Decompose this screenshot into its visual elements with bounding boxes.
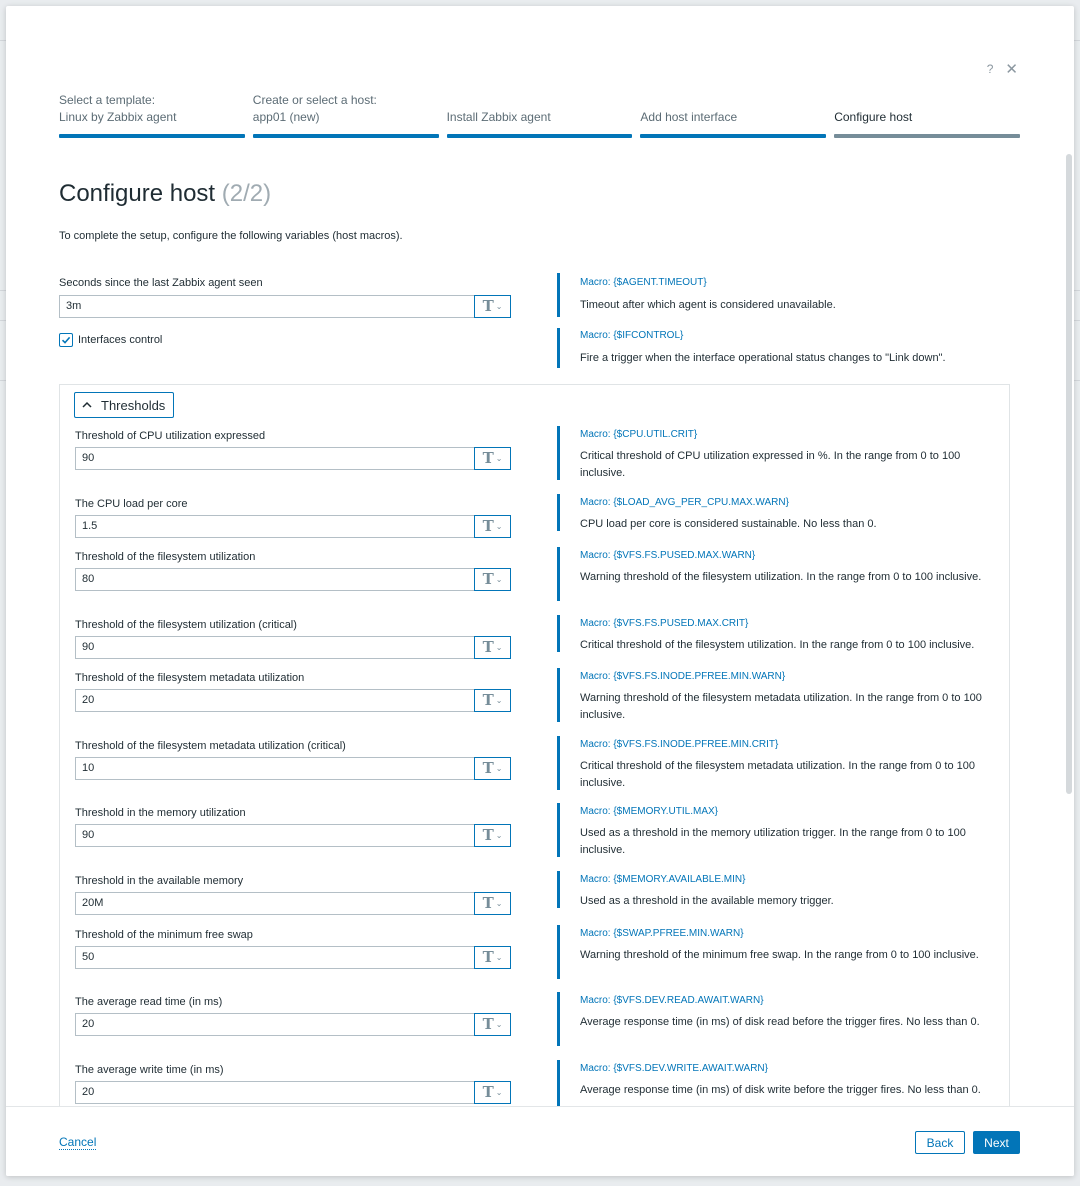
chevron-down-icon: ⌄: [495, 1087, 503, 1097]
thresholds-toggle-button[interactable]: [74, 392, 174, 418]
page-intro: To complete the setup, configure the following variables (host macros).: [59, 230, 403, 242]
threshold-input[interactable]: [75, 1081, 475, 1104]
threshold-label: Threshold in the available memory: [75, 875, 244, 887]
macro-name: Macro: {$VFS.FS.INODE.PFREE.MIN.WARN}: [580, 671, 786, 682]
chevron-down-icon: ⌄: [495, 642, 503, 652]
step-progress-bar: [447, 134, 633, 138]
step-install-agent[interactable]: [447, 92, 633, 134]
interfaces-control-checkbox[interactable]: [59, 333, 73, 347]
macro-type-button[interactable]: [474, 892, 511, 915]
threshold-value: 20: [82, 694, 95, 706]
agent-timeout-value: 3m: [66, 300, 82, 312]
macro-description: Fire a trigger when the interface operational status changes to "Link down".: [580, 352, 946, 364]
threshold-input[interactable]: [75, 824, 475, 847]
text-type-icon: T: [482, 894, 494, 912]
text-type-icon: T: [482, 826, 494, 844]
chevron-down-icon: ⌄: [495, 898, 503, 908]
macro-name: Macro: {$IFCONTROL}: [580, 330, 684, 341]
macro-divider: [557, 615, 560, 652]
cancel-link[interactable]: Cancel: [59, 1135, 97, 1149]
text-type-icon: T: [482, 638, 494, 656]
macro-description: Critical threshold of the filesystem metadata utilization. In the range from 0 to 100 inclusive.: [580, 760, 975, 789]
step-value: Add host interface: [640, 110, 738, 124]
step-progress-bar: [640, 134, 826, 138]
threshold-input[interactable]: [75, 689, 475, 712]
text-type-icon: T: [482, 297, 494, 315]
dialog-header-actions: [987, 60, 1018, 78]
agent-timeout-input[interactable]: [59, 295, 475, 318]
step-select-template[interactable]: [59, 92, 245, 134]
chevron-down-icon: ⌄: [495, 830, 503, 840]
step-add-interface[interactable]: [640, 92, 826, 134]
macro-divider: [557, 803, 560, 857]
text-type-icon: T: [482, 1083, 494, 1101]
text-type-icon: T: [482, 759, 494, 777]
threshold-input[interactable]: [75, 568, 475, 591]
text-type-icon: T: [482, 517, 494, 535]
macro-description: Average response time (in ms) of disk write before the trigger fires. No less than 0.: [580, 1084, 981, 1096]
step-label: Select a template:: [59, 93, 156, 107]
back-button[interactable]: Back: [915, 1131, 965, 1154]
threshold-label: Threshold of CPU utilization expressed: [75, 430, 266, 442]
threshold-input[interactable]: [75, 946, 475, 969]
step-progress-bar: [59, 134, 245, 138]
thresholds-toggle-label: Thresholds: [101, 397, 166, 413]
macro-type-button[interactable]: [474, 515, 511, 538]
host-wizard-dialog: [6, 6, 1074, 1176]
macro-description: CPU load per core is considered sustainable. No less than 0.: [580, 518, 877, 530]
macro-type-button[interactable]: [474, 568, 511, 591]
step-select-host[interactable]: [253, 92, 439, 134]
threshold-value: 1.5: [82, 520, 98, 532]
macro-divider: [557, 328, 560, 368]
threshold-label: The average write time (in ms): [75, 1064, 224, 1076]
macro-description: Critical threshold of CPU utilization expressed in %. In the range from 0 to 100 inclusive.: [580, 450, 961, 479]
checkmark-icon: [61, 335, 71, 345]
macro-description: Used as a threshold in the available memory trigger.: [580, 895, 834, 907]
step-label: Create or select a host:: [252, 93, 377, 107]
dialog-footer: [6, 1106, 1074, 1176]
threshold-label: Threshold of the filesystem utilization: [75, 551, 256, 563]
threshold-value: 80: [82, 573, 95, 585]
macro-name: Macro: {$MEMORY.UTIL.MAX}: [580, 806, 719, 817]
macro-type-button[interactable]: [474, 757, 511, 780]
page-title-step-count: (2/2): [221, 180, 272, 207]
chevron-down-icon: ⌄: [495, 301, 503, 311]
macro-description: Used as a threshold in the memory utilization trigger. In the range from 0 to 100 inclusive.: [580, 827, 966, 856]
text-type-icon: T: [482, 691, 494, 709]
help-icon[interactable]: ?: [986, 62, 994, 76]
step-configure-host[interactable]: [834, 92, 1020, 134]
step-value: Linux by Zabbix agent: [59, 110, 177, 124]
close-icon[interactable]: ✕: [1005, 61, 1018, 78]
macro-name: Macro: {$CPU.UTIL.CRIT}: [580, 429, 698, 440]
macro-type-button[interactable]: [474, 447, 511, 470]
macro-divider: [557, 925, 560, 979]
chevron-down-icon: ⌄: [495, 695, 503, 705]
macro-type-button[interactable]: [474, 824, 511, 847]
text-type-icon: T: [482, 570, 494, 588]
step-value: app01 (new): [252, 110, 320, 124]
next-button[interactable]: Next: [973, 1131, 1020, 1154]
wizard-steps: [59, 92, 1020, 134]
threshold-value: 20: [82, 1086, 95, 1098]
threshold-value: 90: [82, 641, 95, 653]
threshold-input[interactable]: [75, 892, 475, 915]
threshold-value: 90: [82, 452, 95, 464]
threshold-label: The average read time (in ms): [75, 996, 223, 1008]
threshold-value: 50: [82, 951, 95, 963]
macro-name: Macro: {$VFS.DEV.WRITE.AWAIT.WARN}: [580, 1063, 768, 1074]
macro-type-button[interactable]: [474, 946, 511, 969]
macro-description: Warning threshold of the filesystem metadata utilization. In the range from 0 to 100 inclusive.: [580, 692, 982, 721]
macro-divider: [557, 736, 560, 790]
macro-name: Macro: {$VFS.FS.PUSED.MAX.WARN}: [580, 550, 756, 561]
macro-name: Macro: {$VFS.DEV.READ.AWAIT.WARN}: [580, 995, 764, 1006]
agent-timeout-label: Seconds since the last Zabbix agent seen: [59, 277, 263, 289]
threshold-label: Threshold of the filesystem metadata utilization: [75, 672, 305, 684]
page-title-text: Configure host: [59, 180, 216, 207]
macro-type-button[interactable]: [474, 1081, 511, 1104]
macro-type-button[interactable]: [474, 636, 511, 659]
macro-divider: [557, 992, 560, 1046]
macro-type-button[interactable]: [474, 295, 511, 318]
threshold-value: 20M: [82, 897, 104, 909]
threshold-label: Threshold of the filesystem utilization (critical): [75, 619, 297, 631]
threshold-value: 20: [82, 1018, 95, 1030]
threshold-input[interactable]: [75, 1013, 475, 1036]
macro-description: Warning threshold of the minimum free swap. In the range from 0 to 100 inclusive.: [580, 949, 979, 961]
chevron-down-icon: ⌄: [495, 521, 503, 531]
threshold-input[interactable]: [75, 515, 475, 538]
macro-name: Macro: {$LOAD_AVG_PER_CPU.MAX.WARN}: [580, 497, 789, 508]
macro-divider: [557, 547, 560, 601]
macro-name: Macro: {$AGENT.TIMEOUT}: [580, 277, 707, 288]
threshold-label: The CPU load per core: [75, 498, 188, 510]
scrollbar[interactable]: [1066, 154, 1072, 794]
threshold-value: 90: [82, 829, 95, 841]
interfaces-control-label: Interfaces control: [78, 334, 163, 346]
step-progress-bar: [834, 134, 1020, 138]
text-type-icon: T: [482, 1015, 494, 1033]
step-value: Configure host: [834, 110, 913, 124]
chevron-down-icon: ⌄: [495, 1019, 503, 1029]
threshold-input[interactable]: [75, 757, 475, 780]
page-title: [59, 180, 271, 208]
macro-divider: [557, 871, 560, 908]
text-type-icon: T: [482, 948, 494, 966]
macro-description: Warning threshold of the filesystem utilization. In the range from 0 to 100 inclusive.: [580, 571, 982, 583]
threshold-input[interactable]: [75, 636, 475, 659]
macro-divider: [557, 426, 560, 480]
macro-name: Macro: {$MEMORY.AVAILABLE.MIN}: [580, 874, 746, 885]
macro-name: Macro: {$VFS.FS.INODE.PFREE.MIN.CRIT}: [580, 739, 779, 750]
macro-description: Critical threshold of the filesystem utilization. In the range from 0 to 100 inclusive.: [580, 639, 975, 651]
threshold-value: 10: [82, 762, 95, 774]
chevron-down-icon: ⌄: [495, 574, 503, 584]
threshold-label: Threshold of the minimum free swap: [75, 929, 253, 941]
macro-name: Macro: {$SWAP.PFREE.MIN.WARN}: [580, 928, 744, 939]
macro-divider: [557, 494, 560, 531]
step-progress-bar: [253, 134, 439, 138]
macro-description: Average response time (in ms) of disk read before the trigger fires. No less than 0.: [580, 1016, 980, 1028]
chevron-down-icon: ⌄: [495, 952, 503, 962]
macro-description: Timeout after which agent is considered unavailable.: [580, 299, 836, 311]
macro-divider: [557, 273, 560, 317]
chevron-down-icon: ⌄: [495, 763, 503, 773]
macro-divider: [557, 668, 560, 722]
macro-type-button[interactable]: [474, 1013, 511, 1036]
macro-name: Macro: {$VFS.FS.PUSED.MAX.CRIT}: [580, 618, 749, 629]
threshold-label: Threshold of the filesystem metadata utilization (critical): [75, 740, 346, 752]
step-value: Install Zabbix agent: [446, 110, 551, 124]
chevron-up-icon: [81, 399, 93, 411]
threshold-label: Threshold in the memory utilization: [75, 807, 246, 819]
macro-type-button[interactable]: [474, 689, 511, 712]
threshold-input[interactable]: [75, 447, 475, 470]
text-type-icon: T: [482, 449, 494, 467]
chevron-down-icon: ⌄: [495, 453, 503, 463]
